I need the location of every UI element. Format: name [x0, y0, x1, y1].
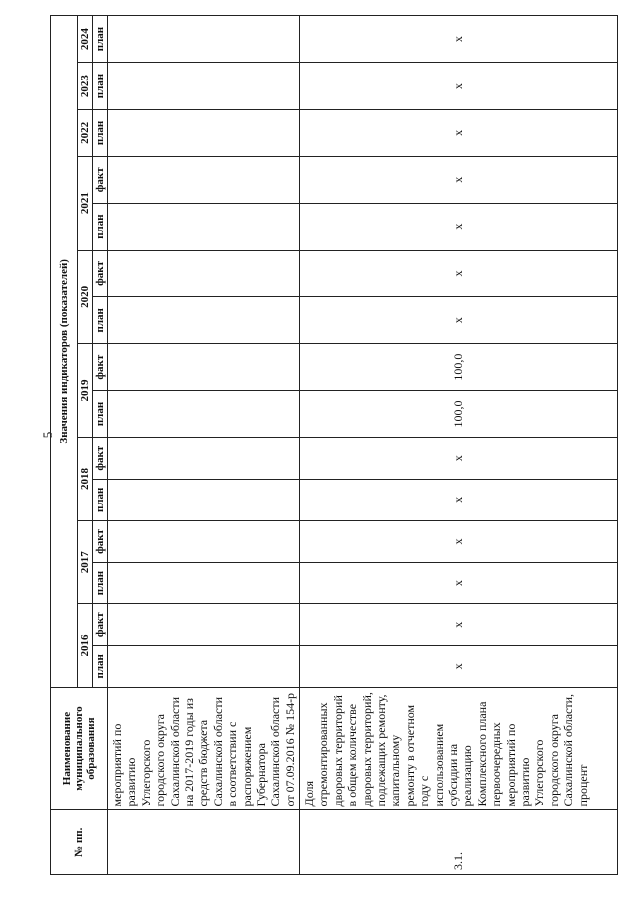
cell-value [108, 344, 300, 391]
indicators-table [50, 15, 618, 875]
row-num [108, 810, 300, 875]
cell-value [108, 250, 300, 297]
cell-value: x [300, 16, 618, 63]
header-fact: факт [93, 250, 108, 297]
header-plan: план [93, 479, 108, 521]
row-num: 3.1. [300, 810, 618, 875]
cell-value [108, 297, 300, 344]
header-year: 2017 [78, 521, 93, 604]
table-row [108, 16, 300, 875]
header-num: № пп. [51, 810, 108, 875]
cell-value: 100,0 [300, 391, 618, 438]
header-plan: план [93, 297, 108, 344]
cell-value [108, 16, 300, 63]
header-year: 2019 [78, 344, 93, 438]
cell-value: x [300, 562, 618, 604]
header-year: 2024 [78, 16, 93, 63]
cell-value: x [300, 604, 618, 646]
rotated-table-wrapper [50, 15, 618, 875]
cell-value: x [300, 109, 618, 156]
header-plan: план [93, 391, 108, 438]
row-name: Доля отремонтированных дворовых территорий в общем количестве дворовых территорий, подлежащих ремонту, капитальному ремонту в отчетном году с использованием субсидии на реализацию Комплексного плана первоочередных мероприятий по развитию Углегорского городского округа Сахалинской области, процент [300, 687, 618, 810]
cell-value: x [300, 250, 618, 297]
header-year: 2021 [78, 156, 93, 250]
header-plan: план [93, 63, 108, 110]
cell-value [108, 562, 300, 604]
cell-value [108, 391, 300, 438]
cell-value [108, 156, 300, 203]
cell-value: x [300, 479, 618, 521]
cell-value: x [300, 297, 618, 344]
cell-value: x [300, 203, 618, 250]
cell-value: x [300, 646, 618, 688]
page-number: 5 [40, 431, 55, 439]
header-plan: план [93, 109, 108, 156]
header-year: 2016 [78, 604, 93, 687]
header-year: 2020 [78, 250, 93, 344]
header-year: 2022 [78, 109, 93, 156]
header-indicators: Значения индикаторов (показателей) [51, 16, 78, 688]
table-row [300, 16, 618, 875]
cell-value [108, 521, 300, 563]
cell-value [108, 604, 300, 646]
cell-value: 100,0 [300, 344, 618, 391]
header-fact: факт [93, 521, 108, 563]
header-plan: план [93, 562, 108, 604]
cell-value [108, 63, 300, 110]
header-year: 2023 [78, 63, 93, 110]
cell-value: x [300, 156, 618, 203]
header-fact: факт [93, 344, 108, 391]
cell-value [108, 479, 300, 521]
cell-value [108, 646, 300, 688]
cell-value [108, 109, 300, 156]
row-name: мероприятий по развитию Углегорского городского округа Сахалинской области на 2017-2019 годы из средств бюджета Сахалинской области в соответствии с распоряжением Губернатора Сахалинской области от 07.09.2016 № 154-р [108, 687, 300, 810]
cell-value [108, 203, 300, 250]
header-fact: факт [93, 437, 108, 479]
cell-value: x [300, 521, 618, 563]
header-plan: план [93, 646, 108, 688]
header-plan: план [93, 203, 108, 250]
header-fact: факт [93, 604, 108, 646]
header-plan: план [93, 16, 108, 63]
cell-value: x [300, 437, 618, 479]
cell-value [108, 437, 300, 479]
header-year: 2018 [78, 437, 93, 520]
header-name: Наименование муниципального образования [51, 687, 108, 810]
cell-value: x [300, 63, 618, 110]
header-fact: факт [93, 156, 108, 203]
